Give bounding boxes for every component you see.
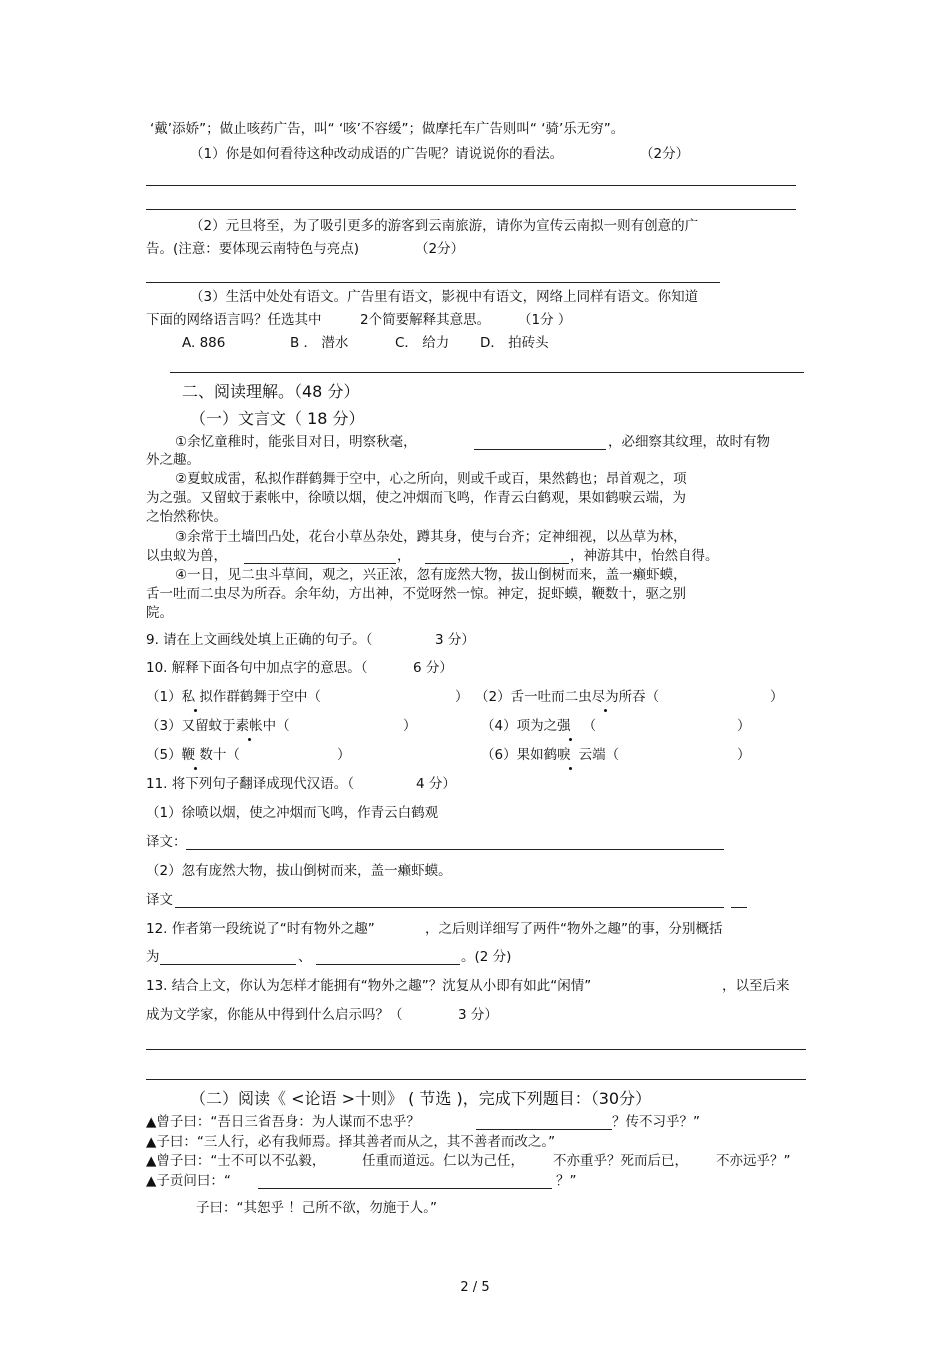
paragraph: ④一日，见二虫斗草间，观之，兴正浓，忽有庞然大物，拔山倒树而来，盖一癞虾蟆，	[175, 567, 687, 583]
paragraph: ，必细察其纹理，故时有物	[608, 434, 770, 450]
answer-line	[146, 209, 796, 210]
score: 3 分）	[435, 632, 475, 648]
question-12-cont: 。(2 分)	[461, 949, 512, 965]
item-1: （1）私 拟作群鹤舞于空中（	[146, 689, 321, 705]
paragraph: ，神游其中，怡然自得。	[570, 548, 719, 564]
question-2: （2）元旦将至，为了吸引更多的游客到云南旅游，请你为宣传云南拟一则有创意的广	[190, 218, 699, 234]
option-a: A. 886	[182, 335, 226, 351]
answer-line	[146, 185, 796, 186]
option-b: B ． 潜水	[290, 335, 349, 351]
question-2-cont: 告。(注意：要体现云南特色与亮点)	[146, 241, 360, 257]
subsection-title: （二）阅读《 <论语 >十则》 ( 节选 )，完成下列题目：（30分）	[190, 1089, 652, 1108]
quote-line: 任重而道远。仁以为己任，	[362, 1153, 524, 1169]
quote-line: ？”	[556, 1173, 577, 1189]
item-6: （6）果如鹤唳 云端（	[481, 747, 620, 763]
paragraph: 以虫蚁为兽，	[146, 548, 227, 564]
bracket: ）	[770, 689, 784, 705]
question-1: （1）你是如何看待这种改动成语的广告呢？请说说你的看法。	[190, 146, 564, 162]
blank-line	[258, 1188, 552, 1189]
question-13-cont: 成为文学家，你能从中得到什么启示吗？（	[146, 1007, 403, 1023]
paragraph: 外之趣。	[146, 452, 200, 468]
answer-line	[146, 1079, 806, 1080]
quote-line: ▲子贡问曰：“	[146, 1173, 231, 1189]
question-3-cont: 下面的网络语言吗？任选其中	[146, 312, 322, 328]
quote-line: 子曰：“其恕乎 ！己所不欲，勿施于人。”	[196, 1200, 438, 1216]
blank-line	[244, 563, 396, 564]
blank-line	[474, 449, 606, 450]
paragraph: ③余常于土墙凹凸处，花台小草丛杂处，蹲其身，使与台齐；定神细视，以丛草为林，	[175, 529, 687, 545]
quote-line: 不亦远乎？”	[716, 1153, 791, 1169]
question-13-cont: ，以至后来	[722, 978, 790, 994]
subsection-title: （一）文言文（ 18 分）	[190, 409, 365, 428]
question-12: 12. 作者第一段统说了“时有物外之趣”	[146, 921, 375, 937]
score: 6 分）	[413, 660, 453, 676]
paragraph: 舌一吐而二虫尽为所吞。余年幼，方出神，不觉呀然一惊。神定，捉虾蟆，鞭数十，驱之别	[146, 586, 686, 602]
quote-line: ▲曾子曰：“吾日三省吾身：为人谋而不忠乎？	[146, 1114, 420, 1130]
question-11: 11. 将下列句子翻译成现代汉语。（	[146, 776, 355, 792]
answer-line	[170, 372, 804, 373]
item-2: （2）舌一吐而二虫尽为所吞（	[475, 689, 660, 705]
item-5: （5）鞭 数十（	[146, 747, 240, 763]
paragraph: ，	[397, 548, 411, 564]
answer-line	[146, 1049, 806, 1050]
translation-line	[731, 907, 747, 908]
question-12-cont: ，之后则详细写了两件“物外之趣”的事，分别概括	[425, 921, 723, 937]
quote-line: ▲曾子曰：“士不可以不弘毅，	[146, 1153, 326, 1169]
score: 3 分）	[458, 1007, 498, 1023]
blank-line	[425, 563, 569, 564]
option-d: D． 拍砖头	[480, 335, 549, 351]
question-12-cont: 、	[298, 949, 312, 965]
section-title: 二、阅读理解。（48 分）	[182, 382, 360, 401]
translation-label: 译文	[146, 892, 173, 908]
blank-line	[316, 964, 460, 965]
question-3: （3）生活中处处有语文。广告里有语文，影视中有语文，网络上同样有语文。你知道	[190, 289, 699, 305]
page-number: 2 / 5	[460, 1280, 490, 1295]
paragraph: 之怡然称快。	[146, 509, 227, 525]
question-12-cont: 为	[146, 949, 160, 965]
answer-line	[146, 282, 720, 283]
paragraph: 院。	[146, 605, 173, 621]
bracket: ）	[455, 689, 469, 705]
bracket: ）	[737, 747, 751, 763]
score: （1分 ）	[518, 312, 572, 328]
quote-line: 不亦重乎？死而后已，	[553, 1153, 688, 1169]
score: 4 分）	[416, 776, 456, 792]
quote-line: ？传不习乎？”	[612, 1114, 700, 1130]
question-3-cont: 2个简要解释其意思。	[360, 312, 491, 328]
translation-line	[175, 907, 724, 908]
paragraph: ②夏蚊成雷，私拟作群鹤舞于空中，心之所向，则或千或百，果然鹤也；昂首观之，项	[175, 471, 687, 487]
translation-line	[186, 849, 724, 850]
option-c: C． 给力	[395, 335, 450, 351]
item-3: （3）又留蚊于素帐中（	[146, 718, 290, 734]
paragraph: ①余忆童稚时，能张目对日，明察秋毫，	[175, 434, 417, 450]
paragraph: 为之强。又留蚊于素帐中，徐喷以烟，使之冲烟而飞鸣，作青云白鹤观，果如鹤唳云端，为	[146, 490, 686, 506]
translate-sentence-1: （1）徐喷以烟，使之冲烟而飞鸣，作青云白鹤观	[146, 805, 439, 821]
question-10: 10. 解释下面各句中加点字的意思。（	[146, 660, 368, 676]
question-13: 13. 结合上文，你认为怎样才能拥有“物外之趣”？沈复从小即有如此“闲情”	[146, 978, 592, 994]
text-line: ‘戴’添娇”；做止咳药广告，叫“ ‘咳’不容缓”；做摩托车广告则叫“ ‘骑’乐无穷”。	[150, 121, 625, 137]
score: （2分）	[415, 241, 465, 257]
translation-label: 译文：	[146, 834, 187, 850]
quote-line: ▲子曰：“三人行，必有我师焉。择其善者而从之，其不善者而改之。”	[146, 1134, 556, 1150]
translate-sentence-2: （2）忽有庞然大物，拔山倒树而来，盖一癞虾蟆。	[146, 863, 452, 879]
bracket: ）	[337, 747, 351, 763]
blank-line	[476, 1129, 612, 1130]
score: （2分）	[640, 146, 690, 162]
bracket: ）	[403, 718, 417, 734]
item-4: （4）项为之强 （	[481, 718, 597, 734]
question-9: 9. 请在上文画线处填上正确的句子。（	[146, 632, 373, 648]
bracket: ）	[737, 718, 751, 734]
blank-line	[160, 964, 296, 965]
